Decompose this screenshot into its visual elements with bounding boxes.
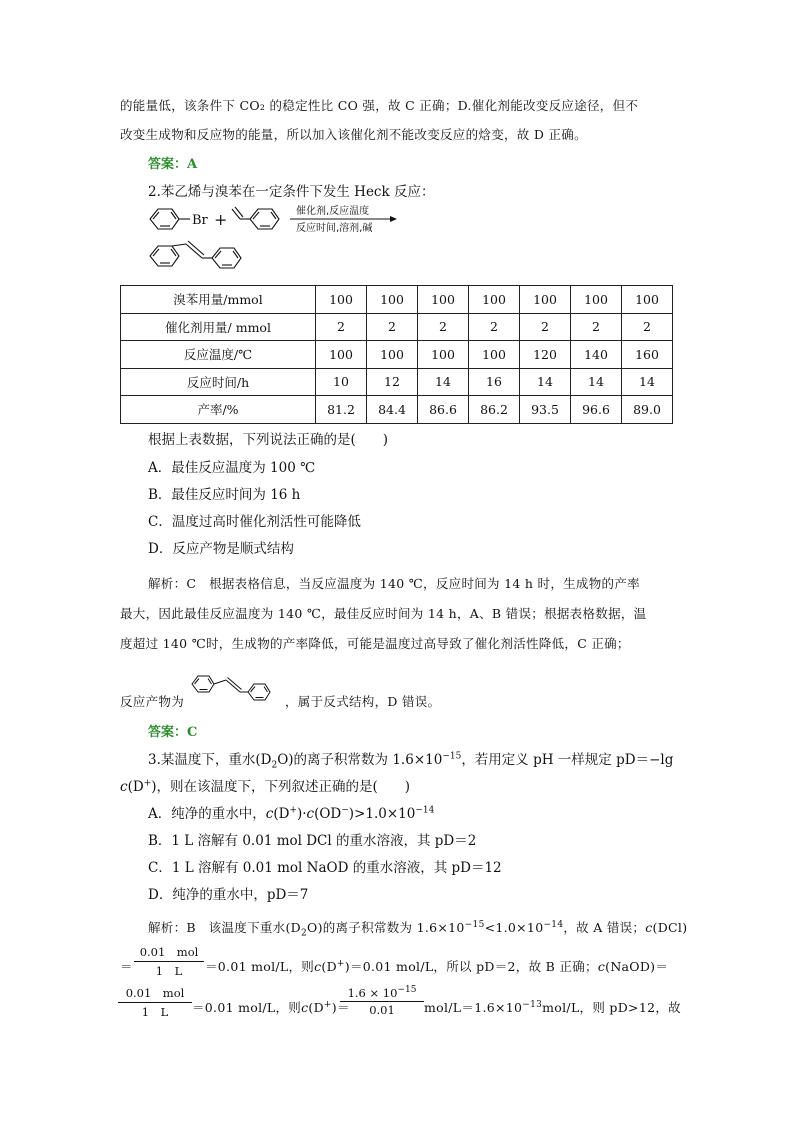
table-cell: 12: [367, 368, 418, 396]
table-row: [121, 341, 673, 369]
q2-explanation-line-4-pre: 反应产物为: [120, 694, 185, 709]
q3-stem-line-2: c(D+)，则在该温度下，下列叙述正确的是( ): [120, 778, 411, 795]
reaction-arrow-head: [390, 216, 397, 222]
table-row-label: 反应时间/h: [121, 368, 316, 396]
table-cell: 100: [520, 286, 571, 314]
table-row: [121, 313, 673, 341]
condition-top: 催化剂,反应温度: [296, 206, 370, 217]
q3-option-a: A．纯净的重水中，$c(D^+)\cdot c(OD^-)>1.0\times 10^{-14}$: [148, 805, 435, 822]
table-cell: 100: [316, 341, 367, 369]
table-row-label: 催化剂用量/ mmol: [121, 313, 316, 341]
table-cell: 140: [571, 341, 622, 369]
table-row-label: 反应温度/℃: [121, 341, 316, 369]
q3-stem-line-1: 3.某温度下，重水$(D_2O)$的离子积常数为 $1.6\times 10^{-15}$，若用定义 pH 一样规定 pD＝−lg: [148, 751, 674, 771]
heck-data-table: [120, 285, 673, 424]
table-cell: 14: [571, 368, 622, 396]
table-cell: 93.5: [520, 396, 571, 424]
table-cell: 10: [316, 368, 367, 396]
fraction-d-ion: $\frac{1.6 \times 10^{-15}}{0.01}$: [340, 985, 424, 1017]
q2-explanation-line-1: 解析：C 根据表格信息，当反应温度为 140 ℃，反应时间为 14 h 时，生成物的产率: [148, 576, 640, 591]
table-cell: 160: [622, 341, 673, 369]
table-row: [121, 286, 673, 314]
q2-stem: 2.苯乙烯与溴苯在一定条件下发生 Heck 反应：: [148, 184, 435, 200]
trans-stilbene-structure: [190, 672, 282, 708]
table-cell: 100: [622, 286, 673, 314]
table-row: [121, 368, 673, 396]
table-cell: 100: [418, 341, 469, 369]
q2-prompt: 根据上表数据，下列说法正确的是( ): [148, 432, 389, 448]
table-row: [121, 396, 673, 424]
table-cell: 2: [520, 313, 571, 341]
q3-option-d: D．纯净的重水中，pD＝7: [148, 887, 309, 903]
prev-explanation-line-2: 改变生成物和反应物的能量，所以加入该催化剂不能改变反应的焓变，故 D 正确。: [120, 127, 587, 142]
table-cell: 100: [469, 286, 520, 314]
table-cell: 2: [367, 313, 418, 341]
table-cell: 14: [622, 368, 673, 396]
bromobenzene-structure: [150, 209, 190, 229]
br-label: Br: [192, 213, 208, 228]
q3-option-b: B．1 L 溶解有 0.01 mol DCl 的重水溶液，其 pD＝2: [148, 833, 477, 849]
q3-explanation-line-1: 解析：B 该温度下重水$(D_2O)$的离子积常数为 $1.6\times 10^{-15}<1.0\times 10^{-14}$，故 A 错误；c(DCl): [148, 919, 688, 939]
q2-answer: 答案：C: [148, 725, 198, 740]
q2-option-d: D．反应产物是顺式结构: [148, 541, 294, 557]
table-cell: 100: [571, 286, 622, 314]
table-cell: 14: [418, 368, 469, 396]
table-cell: 16: [469, 368, 520, 396]
table-cell: 120: [520, 341, 571, 369]
table-cell: 100: [418, 286, 469, 314]
table-cell: 81.2: [316, 396, 367, 424]
q2-explanation-line-4-post: ，属于反式结构，D 错误。: [285, 694, 441, 709]
q2-explanation-line-2: 最大，因此最佳反应温度为 140 ℃，最佳反应时间为 14 h，A、B 错误；根据表格数据，温: [120, 606, 647, 621]
condition-bottom: 反应时间,溶剂,碱: [296, 223, 373, 234]
prev-answer: 答案：A: [148, 157, 198, 172]
stilbene-product-structure: [150, 241, 241, 268]
fraction-naod: 0.01 mol 1 L: [118, 985, 192, 1020]
plus-sign: +: [214, 210, 228, 229]
q2-explanation-line-3: 度超过 140 ℃时，生成物的产率降低，可能是温度过高导致了催化剂活性降低，C 正确；: [120, 636, 630, 651]
table-cell: 86.6: [418, 396, 469, 424]
heck-reaction-scheme: [146, 200, 406, 280]
q2-option-a: A．最佳反应温度为 100 ℃: [148, 460, 316, 476]
fraction-dcl: 0.01 mol 1 L: [134, 944, 204, 979]
table-cell: 14: [520, 368, 571, 396]
q3-explanation-line-2: ＝0.01 mol/L，则c(D+)＝0.01 mol/L，所以 pD＝2，故 B 正确；c(NaOD)＝: [205, 958, 669, 974]
q3-exp2-eq: ＝: [120, 959, 133, 974]
table-cell: 96.6: [571, 396, 622, 424]
table-cell: 100: [367, 341, 418, 369]
table-row-label: 溴苯用量/mmol: [121, 286, 316, 314]
table-cell: 2: [418, 313, 469, 341]
table-cell: 84.4: [367, 396, 418, 424]
styrene-structure: [232, 207, 279, 229]
table-cell: 100: [469, 341, 520, 369]
prev-explanation-line-1: 的能量低，该条件下 CO₂ 的稳定性比 CO 强，故 C 正确；D.催化剂能改变反应途径，但不: [120, 98, 639, 113]
table-cell: 2: [622, 313, 673, 341]
table-cell: 2: [571, 313, 622, 341]
q2-option-c: C．温度过高时催化剂活性可能降低: [148, 514, 361, 530]
table-row-label: 产率/%: [121, 396, 316, 424]
q3-explanation-line-3b: mol/$L=1.6\times 10^{-13}mol/L$，则 pD>12，故: [424, 999, 681, 1015]
q3-option-c: C．1 L 溶解有 0.01 mol NaOD 的重水溶液，其 pD＝12: [148, 860, 502, 876]
table-cell: 86.2: [469, 396, 520, 424]
table-cell: 2: [469, 313, 520, 341]
q2-option-b: B．最佳反应时间为 16 h: [148, 487, 301, 503]
table-cell: 2: [316, 313, 367, 341]
table-cell: 89.0: [622, 396, 673, 424]
table-cell: 100: [316, 286, 367, 314]
table-cell: 100: [367, 286, 418, 314]
q3-explanation-line-3a: ＝0.01 mol/L，则c(D+)＝: [192, 999, 350, 1015]
